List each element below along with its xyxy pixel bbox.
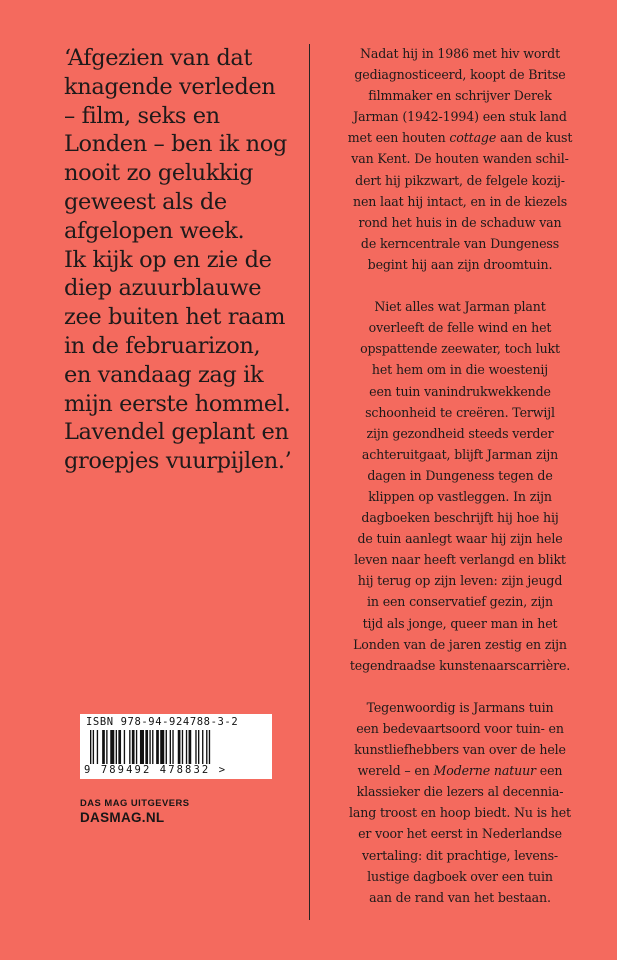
- vertical-divider: [309, 44, 310, 920]
- blurb-p3-start: Tegenwoordig is Jarmans tuin een bedevaartsoord voor tuin- en kunstliefhebbers van over de hele wereld – en: [354, 699, 566, 779]
- blurb-p3-italic: Moderne natuur: [433, 763, 536, 779]
- back-cover-quote: ‘Afgezien van dat knagende verleden – film, seks en Londen – ben ik nog nooit zo gelukkig geweest als de afgelopen week. Ik kijk op en zie de diep azuurblauwe zee buiten het raam in de februarizon, en vandaag zag ik mijn eerste hommel. Lavendel geplant en groepjes vuurpijlen.’: [64, 45, 292, 475]
- blurb-p3-end: een klassieker die lezers al decennia- lang troost en hoop biedt. Nu is het er voor het eerst in Nederlandse vertaling: dit prachtige, levens- lustige dagboek over een tuin aan de rand van het bestaan.: [349, 763, 571, 905]
- barcode-digits: 9 789492 478832 >: [84, 764, 228, 776]
- blurb-p1-start: Nadat hij in 1986 met hiv wordt gediagnosticeerd, koopt de Britse filmmaker en schrijver Derek Jarman (1942-1994) een stuk land met een houten: [347, 46, 567, 146]
- blurb-p1-end: aan de kust van Kent. De houten wanden schil- dert hij pikzwart, de felgele kozij- nen laat hij intact, en in de kiezels rond het huis in de schaduw van de kerncentrale van Dungeness begint hij aan zijn droomtuin.: [351, 130, 573, 272]
- publisher-url: DASMAG.NL: [80, 810, 165, 825]
- isbn-label: ISBN 978-94-924788-3-2: [86, 716, 239, 728]
- blurb-paragraph-2: Niet alles wat Jarman plant overleeft de felle wind en het opspattende zeewater, toch lukt het hem om in die woestenij een tuin vanindrukwekkende schoonheid te creëren. Terwijl zijn gezondheid steeds verder achteruitgaat, blijft Jarman zijn dagen in Dungeness tegen de klippen op vastleggen. In zijn dagboeken beschrijft hij hoe hij de tuin aanlegt waar hij zijn hele leven naar heeft verlangd en blikt hij terug op zijn leven: zijn jeugd in een conservatief gezin, zijn tijd als jonge, queer man in het Londen van de jaren zestig en zijn tegendraadse kunstenaarscarrière.: [349, 299, 571, 673]
- barcode-bars: [88, 730, 264, 764]
- blurb-p1-italic: cottage: [449, 130, 497, 146]
- blurb-paragraph-1: [327, 43, 593, 275]
- isbn-barcode: [80, 714, 272, 779]
- back-cover-blurb: [327, 43, 593, 908]
- blurb-paragraph-3: [327, 697, 593, 908]
- publisher-block: [80, 797, 280, 825]
- publisher-name: DAS MAG UITGEVERS: [80, 797, 190, 808]
